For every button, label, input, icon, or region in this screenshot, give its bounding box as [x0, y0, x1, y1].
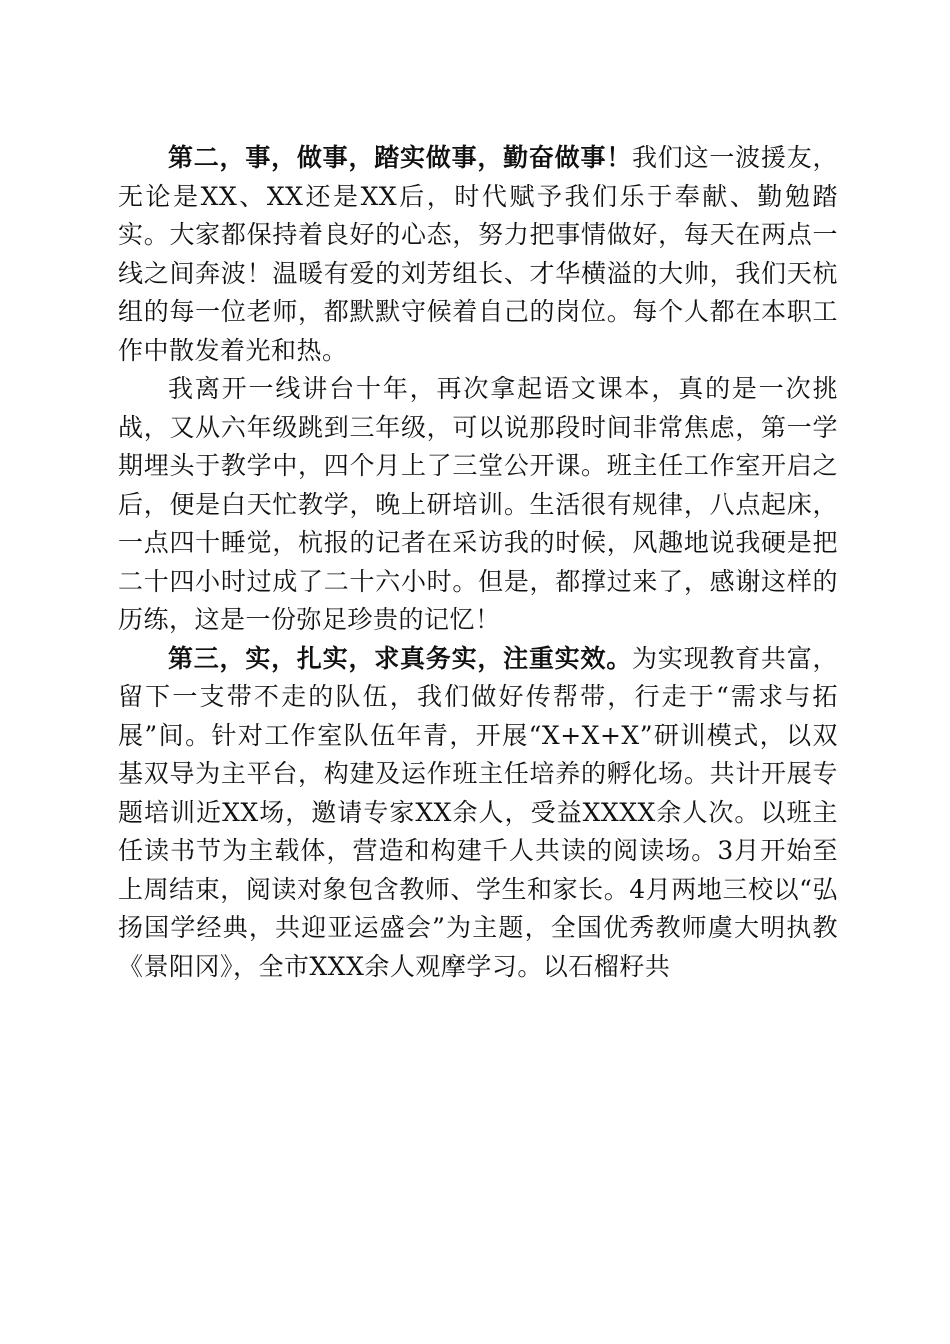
paragraph-third	[118, 640, 838, 987]
paragraph-heading: 第三，实，扎实，求真务实，注重实效。	[168, 643, 633, 673]
paragraph-heading: 第二，事，做事，踏实做事，勤奋做事！	[168, 143, 633, 172]
paragraph-text: 我们这一波援友，无论是XX、XX还是XX后，时代赋予我们乐于奉献、勤勉踏实。大家都保持着良好的心态，努力把事情做好，每天在两点一线之间奔波！温暖有爱的刘芳组长、才华横溢的大帅，我们天杭组的每一位老师，都默默守候着自己的岗位。每个人都在本职工作中散发着光和热。	[118, 143, 838, 365]
paragraph-personal-experience	[118, 370, 838, 640]
document-body	[118, 139, 838, 986]
paragraph-text: 我离开一线讲台十年，再次拿起语文课本，真的是一次挑战，又从六年级跳到三年级，可以说那段时间非常焦虑，第一学期埋头于教学中，四个月上了三堂公开课。班主任工作室开启之后，便是白天忙教学，晚上研培训。生活很有规律，八点起床，一点四十睡觉，杭报的记者在采访我的时候，风趣地说我硬是把二十四小时过成了二十六小时。但是，都撑过来了，感谢这样的历练，这是一份弥足珍贵的记忆！	[118, 374, 838, 634]
paragraph-second	[118, 139, 838, 370]
paragraph-text: 为实现教育共富，留下一支带不走的队伍，我们做好传帮带，行走于“需求与拓展”间。针对工作室队伍年青，开展“X+X+X”研训模式，以双基双导为主平台，构建及运作班主任培养的孵化场。共计开展专题培训近XX场，邀请专家XX余人，受益XXXX余人次。以班主任读书节为主载体，营造和构建千人共读的阅读场。3月开始至上周结束，阅读对象包含教师、学生和家长。4月两地三校以“弘扬国学经典，共迎亚运盛会”为主题，全国优秀教师虞大明执教《景阳冈》，全市XXX余人观摩学习。以石榴籽共	[118, 643, 838, 981]
